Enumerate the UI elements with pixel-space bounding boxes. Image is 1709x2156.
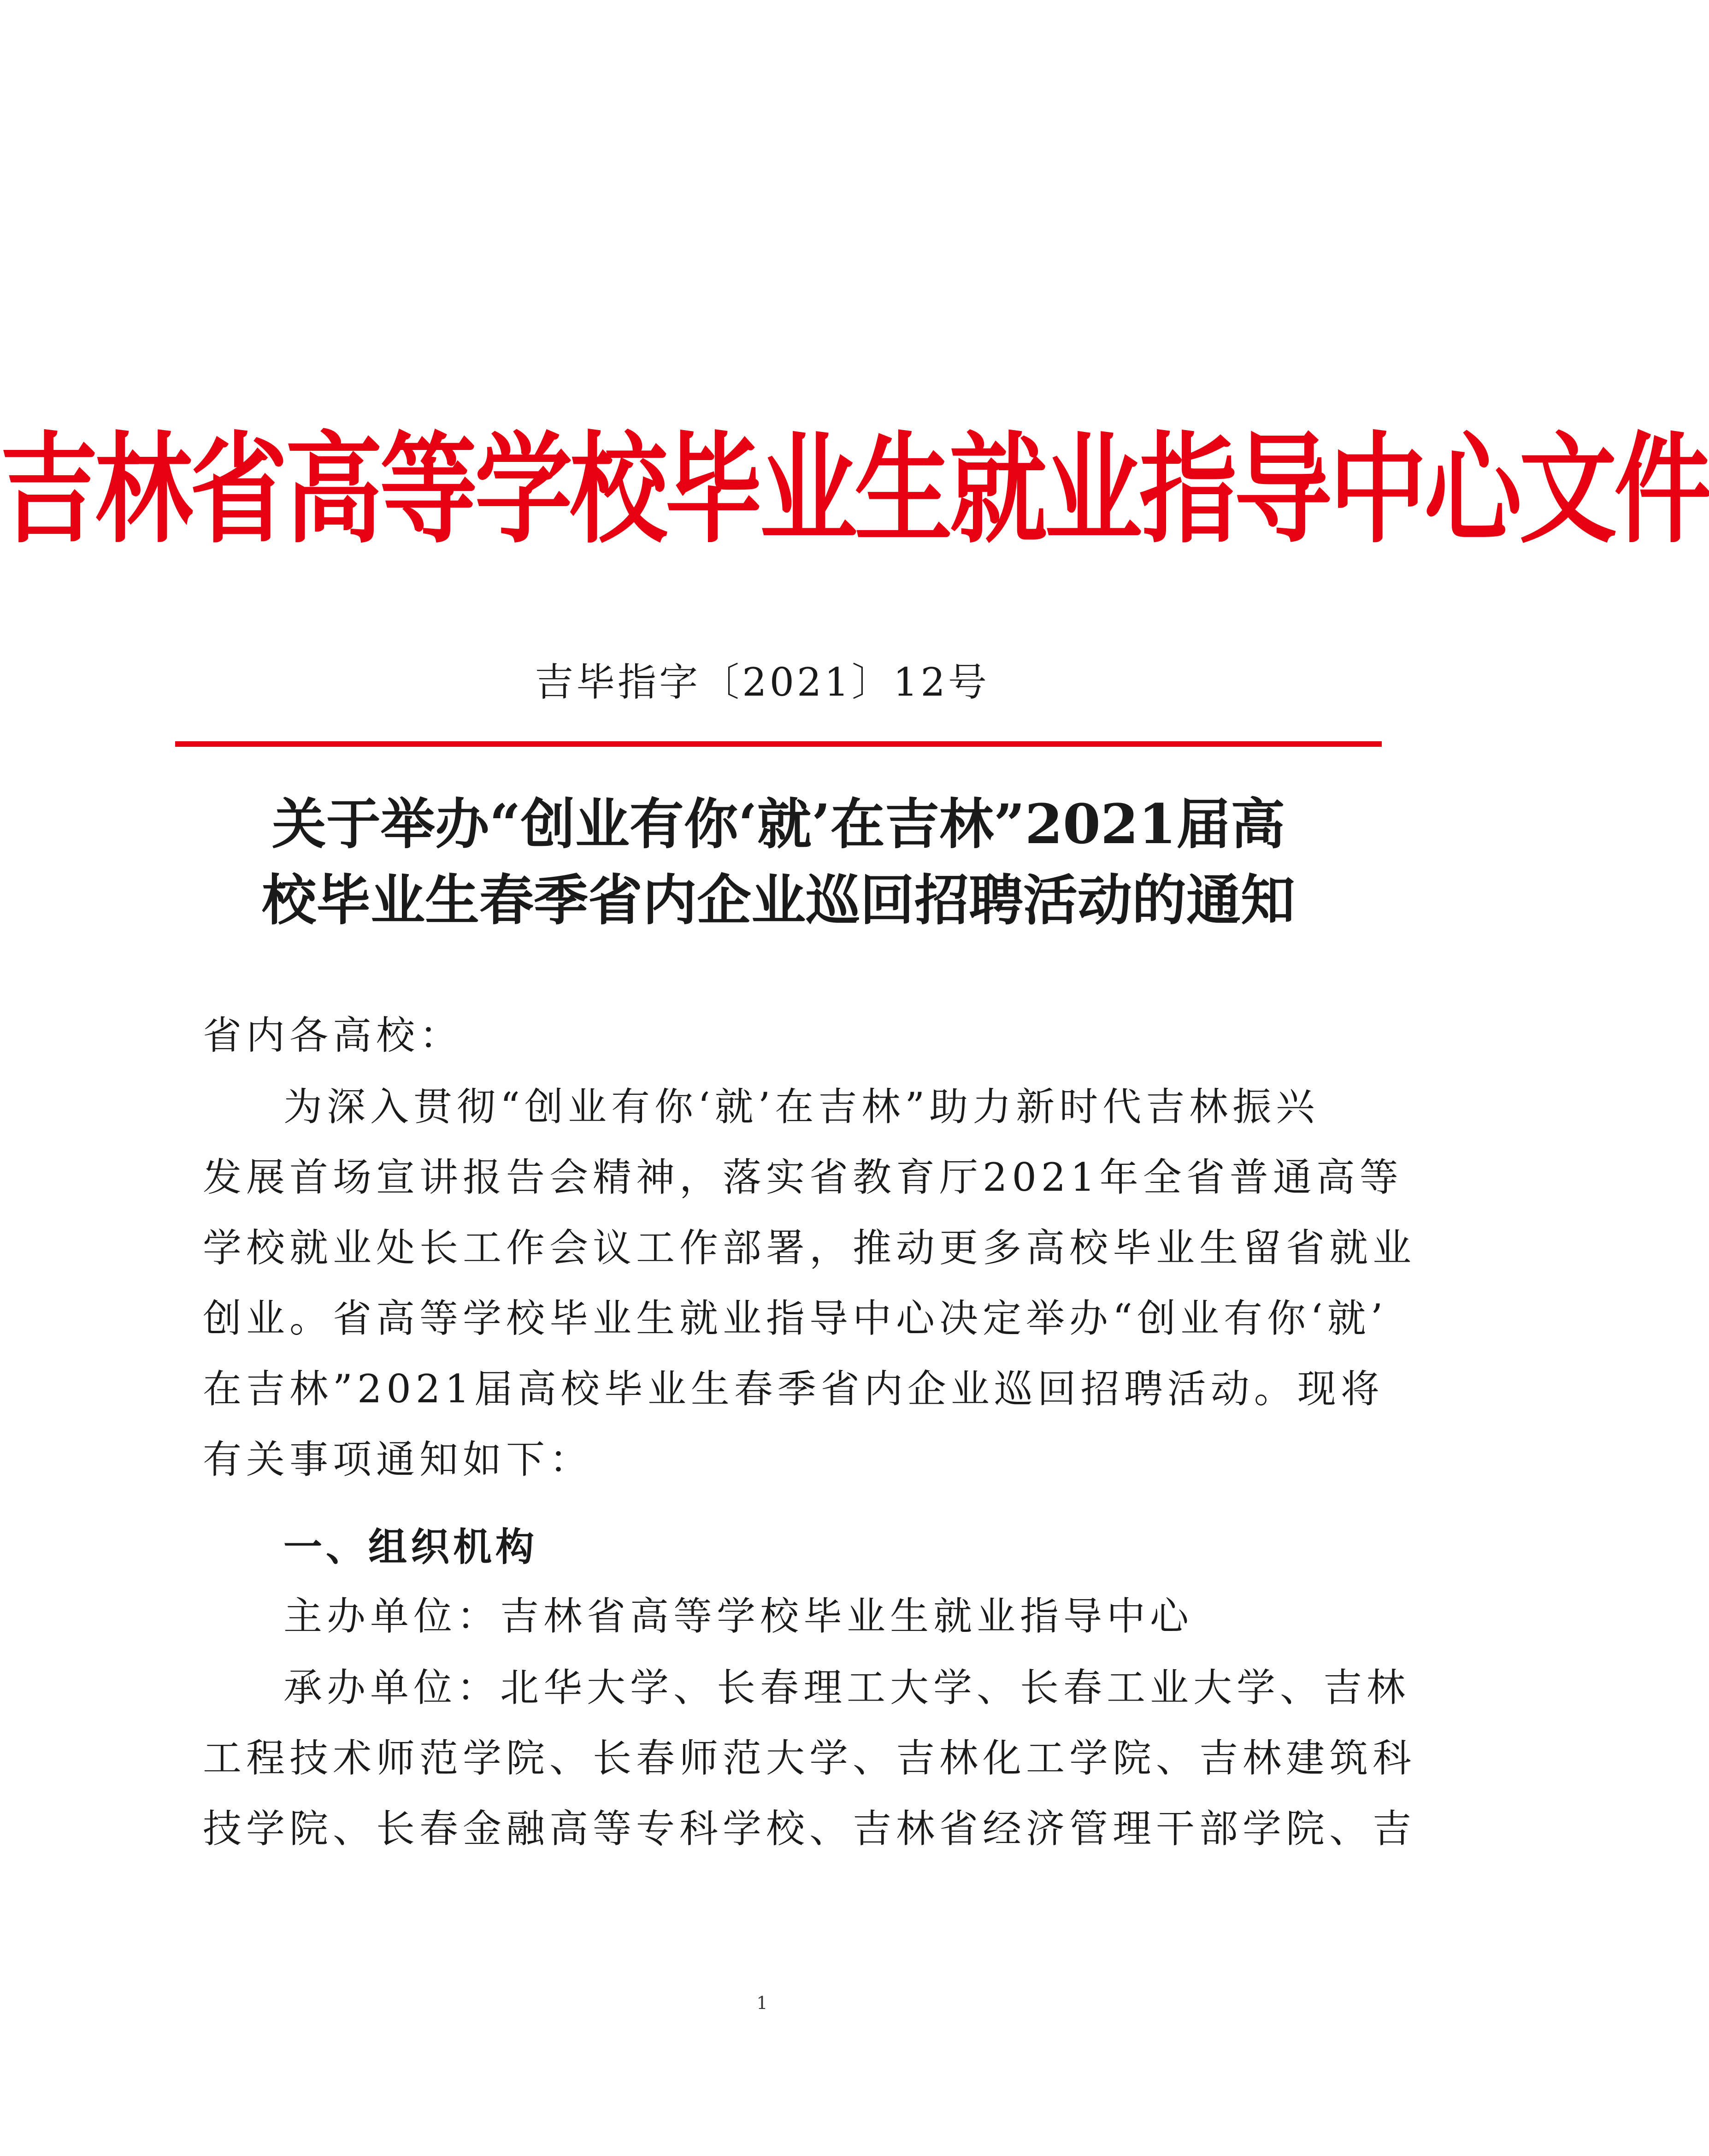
page-number: 1 xyxy=(756,1993,768,2013)
org-header-title: 吉林省高等学校毕业生就业指导中心文件 xyxy=(0,420,1709,560)
red-divider-line xyxy=(175,741,1382,747)
notice-title xyxy=(175,786,1382,938)
document-number: 吉毕指字〔2021〕12号 xyxy=(535,660,990,705)
paragraph-line: 技学院、长春金融高等专科学校、吉林省经济管理干部学院、吉 xyxy=(203,1806,1416,1851)
paragraph-line: 工程技术师范学院、长春师范大学、吉林化工学院、吉林建筑科 xyxy=(203,1736,1416,1781)
host-unit-line: 主办单位：吉林省高等学校毕业生就业指导中心 xyxy=(283,1594,1194,1639)
paragraph-line: 学校就业处长工作会议工作部署，推动更多高校毕业生留省就业 xyxy=(203,1225,1416,1270)
paragraph-line: 为深入贯彻“创业有你‘就’在吉林”助力新时代吉林振兴 xyxy=(283,1084,1320,1129)
notice-title-line-1: 关于举办“创业有你‘就’在吉林”2021届高 xyxy=(271,792,1285,856)
notice-title-line-2: 校毕业生春季省内企业巡回招聘活动的通知 xyxy=(261,868,1295,932)
paragraph-line: 发展首场宣讲报告会精神，落实省教育厅2021年全省普通高等 xyxy=(203,1155,1403,1200)
paragraph-line: 创业。省高等学校毕业生就业指导中心决定举办“创业有你‘就’ xyxy=(203,1296,1388,1341)
organizer-paragraph xyxy=(203,1653,1416,1864)
section-heading-organization: 一、组织机构 xyxy=(283,1524,538,1570)
paragraph-line: 有关事项通知如下： xyxy=(203,1437,593,1482)
salutation: 省内各高校： xyxy=(203,1013,463,1058)
paragraph-line: 承办单位：北华大学、长春理工大学、长春工业大学、吉林 xyxy=(283,1665,1410,1710)
intro-paragraph xyxy=(203,1072,1416,1495)
paragraph-line: 在吉林”2021届高校毕业生春季省内企业巡回招聘活动。现将 xyxy=(203,1366,1384,1412)
